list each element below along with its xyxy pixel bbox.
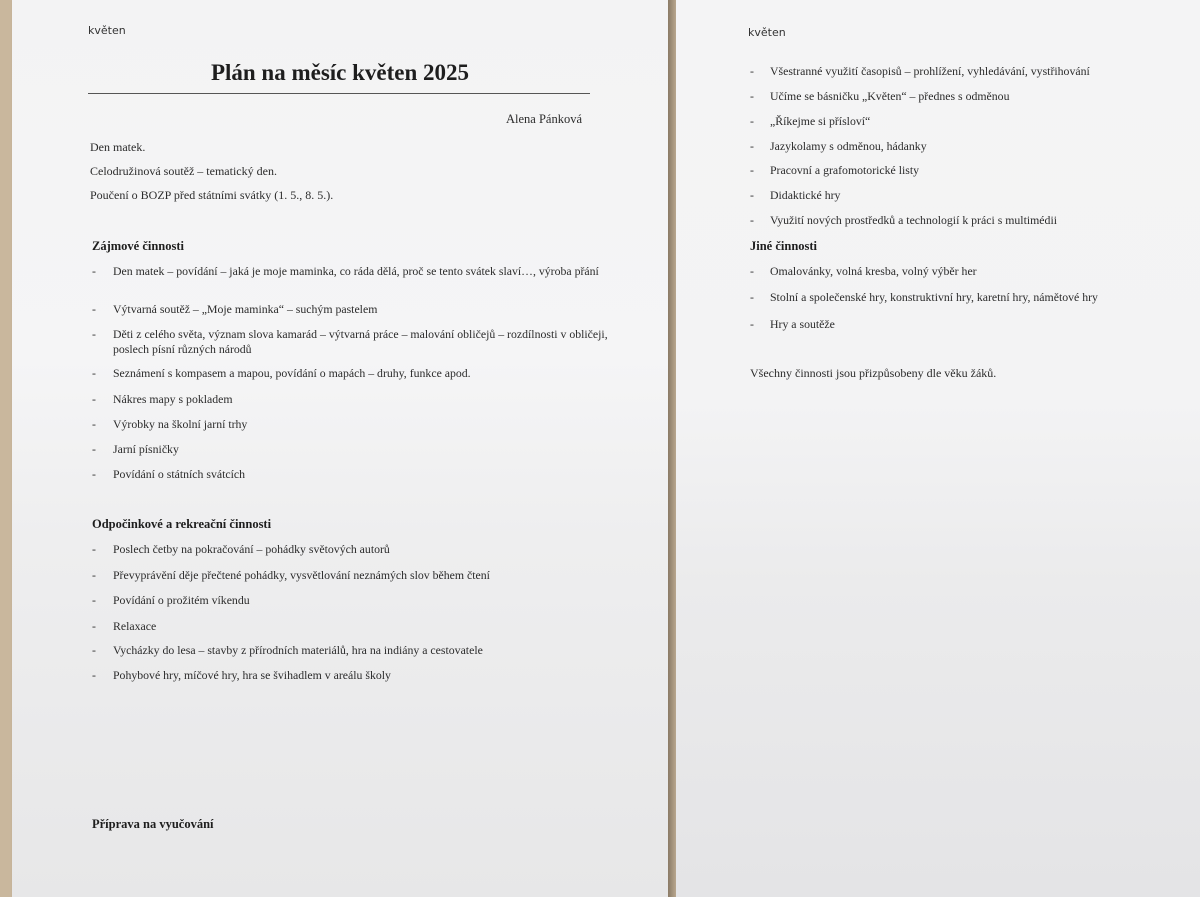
list-item-text: Didaktické hry [770,188,841,202]
list-item-text: Všestranné využití časopisů – prohlížení, vyhledávání, vystřihování [770,64,1090,78]
author-name: Alena Pánková [505,112,582,126]
bullet-dash: - [750,317,754,331]
intro-line: Den matek. [90,140,146,154]
list-item-text: Výrobky na školní jarní trhy [113,417,248,431]
bullet-dash: - [92,568,96,582]
bullet-dash: - [92,668,96,682]
bullet-dash: - [750,89,754,103]
list-item-text: Pracovní a grafomotorické listy [770,163,920,177]
closing-note: Všechny činnosti jsou přizpůsobeny dle věku žáků. [750,366,997,380]
bullet-dash: - [750,264,754,278]
bullet-dash: - [92,542,96,556]
list-item-text: Pohybové hry, míčové hry, hra se švihadlem v areálu školy [113,668,391,682]
list-item-text: Nákres mapy s pokladem [113,392,233,406]
list-item-text: „Říkejme si přísloví“ [770,114,871,128]
bullet-dash: - [750,290,754,304]
list-item-text: Povídání o prožitém víkendu [113,593,250,607]
page-gap [668,0,676,897]
document-title: Plán na měsíc květen 2025 [210,60,470,85]
list-item-text: Učíme se básničku „Květen“ – přednes s odměnou [770,89,1010,103]
bullet-dash: - [750,139,754,153]
section-heading-interest: Zájmové činnosti [92,239,185,253]
bullet-dash: - [92,593,96,607]
list-item-text: Jarní písničky [113,442,179,456]
section-heading-relax: Odpočinkové a rekreační činnosti [92,517,272,531]
list-item-text: Relaxace [113,619,157,633]
list-item-text: Omalovánky, volná kresba, volný výběr her [770,264,977,278]
bullet-dash: - [750,64,754,78]
page-header-month: květen [748,26,786,39]
bullet-dash: - [92,643,96,657]
list-item-text: Den matek – povídání – jaká je moje maminka, co ráda dělá, proč se tento svátek slaví…, výroba přání [113,264,599,278]
bullet-dash: - [92,417,96,431]
list-item-text: Výtvarná soutěž – „Moje maminka“ – suchým pastelem [113,302,378,316]
list-item-text: Seznámení s kompasem a mapou, povídání o mapách – druhy, funkce apod. [113,366,471,380]
bullet-dash: - [92,392,96,406]
intro-line: Poučení o BOZP před státními svátky (1. 5., 8. 5.). [90,188,334,202]
title-underline [88,93,590,94]
list-item-text: Využití nových prostředků a technologií k práci s multimédii [770,213,1058,227]
list-item-text: Povídání o státních svátcích [113,467,246,481]
bullet-dash: - [750,114,754,128]
section-heading-preparation: Příprava na vyučování [92,817,214,831]
bullet-dash: - [92,467,96,481]
bullet-dash: - [92,619,96,633]
bullet-dash: - [92,327,96,341]
list-item-text: Hry a soutěže [770,317,835,331]
section-heading-other: Jiné činnosti [750,239,818,253]
bullet-dash: - [92,264,96,278]
list-item-text: Děti z celého světa, význam slova kamarád – výtvarná práce – malování obličejů – rozdílnosti v obličeji, poslech písní různých národů [113,327,608,356]
list-item-text: Jazykolamy s odměnou, hádanky [770,139,927,153]
bullet-dash: - [92,302,96,316]
bullet-dash: - [750,188,754,202]
bullet-dash: - [92,442,96,456]
bullet-dash: - [750,163,754,177]
list-item-text: Vycházky do lesa – stavby z přírodních materiálů, hra na indiány a cestovatele [113,643,483,657]
list-item-text: Stolní a společenské hry, konstruktivní hry, karetní hry, námětové hry [770,290,1098,304]
intro-line: Celodružinová soutěž – tematický den. [90,164,277,178]
left-document-page [12,0,668,897]
list-item-text: Poslech četby na pokračování – pohádky světových autorů [113,542,390,556]
bullet-dash: - [92,366,96,380]
page-header-month: květen [88,24,126,37]
right-document-page [676,0,1200,897]
bullet-dash: - [750,213,754,227]
list-item-text: Převyprávění děje přečtené pohádky, vysvětlování neznámých slov během čtení [113,568,490,582]
